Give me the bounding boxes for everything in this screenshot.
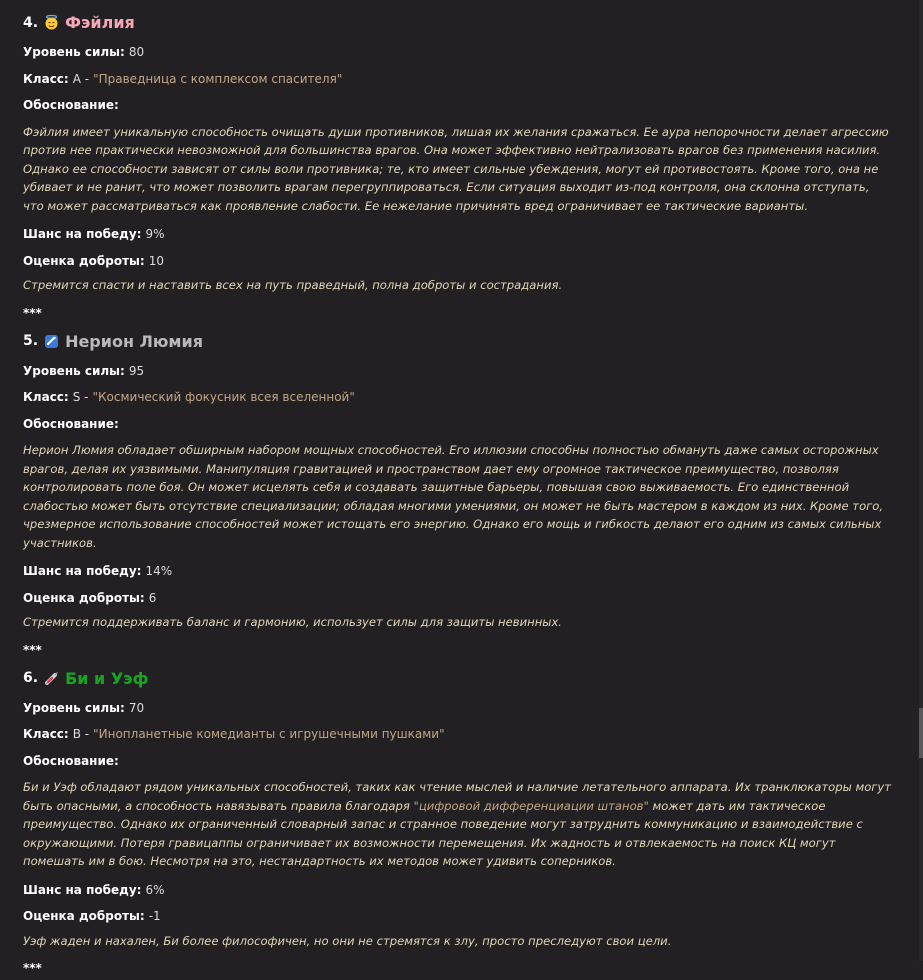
kindness-label: Оценка доброты:: [23, 907, 145, 925]
class-value: A -: [73, 70, 89, 88]
kindness-label: Оценка доброты:: [23, 252, 145, 270]
separator: ***: [23, 638, 893, 662]
reason-quote: "цифровой дифференциации штанов": [414, 799, 649, 813]
class-label: Класс:: [23, 388, 69, 406]
scrollbar-thumb[interactable]: [919, 708, 923, 758]
kindness-value: 6: [149, 589, 157, 607]
class-label: Класс:: [23, 70, 69, 88]
reason-text-part: Би и Уэф обладают рядом уникальных способностей, таких как чтение мыслей и наличие летательного аппарата. Их транклюкаторы могут быть опасными, а способность навязывать правила благодаря: [23, 780, 891, 813]
summary-text: Уэф жаден и нахален, Би более философичен, но они не стремятся к злу, просто преследуют свои цели.: [23, 932, 893, 951]
class-label: Класс:: [23, 725, 69, 743]
reason-text-part: может дать им тактическое преимущество. Однако их ограниченный словарный запас и странное поведение могут затруднить коммуникацию и взаимодействие с окружающими. Потеря гравицаппы ограничивает их возможности перемещения. Их жадность и отвлекаемость на поиск КЦ могут помешать им в бою. Несмотря на это, нестандартность их методов может удивить соперников.: [23, 799, 863, 869]
kindness-value: 10: [149, 252, 164, 270]
character-name: Фэйлия: [65, 13, 135, 32]
class-value: S -: [73, 388, 89, 406]
reason-heading: [23, 92, 893, 119]
power-level-line: [23, 358, 893, 385]
win-chance-label: Шанс на победу:: [23, 225, 141, 243]
separator: ***: [23, 301, 893, 325]
entry-feilia: [23, 6, 893, 325]
power-level-label: Уровень силы:: [23, 43, 125, 61]
separator: ***: [23, 956, 893, 980]
summary-text: Стремится поддерживать баланс и гармонию, использует силы для защиты невинных.: [23, 613, 893, 632]
reason-text: [23, 778, 893, 871]
entry-number: 6.: [23, 670, 38, 686]
class-line: [23, 384, 893, 411]
class-value: B -: [73, 725, 89, 743]
entry-number: 5.: [23, 333, 38, 349]
win-chance-label: Шанс на победу:: [23, 881, 141, 899]
entry-heading: [23, 6, 893, 39]
blue-magic-gem-icon: [44, 334, 59, 349]
chat-message-content: [23, 0, 893, 980]
reason-heading: [23, 748, 893, 775]
kindness-label: Оценка доброты:: [23, 589, 145, 607]
win-chance-value: 9%: [145, 225, 164, 243]
class-title: "Космический фокусник всея вселенной": [93, 388, 355, 406]
smiling-halo-icon: [44, 15, 59, 30]
kindness-line: [23, 248, 893, 275]
class-title: "Инопланетные комедианты с игрушечными пушками": [93, 725, 444, 743]
vertical-scrollbar[interactable]: [919, 0, 923, 961]
power-level-value: 70: [129, 699, 144, 717]
entry-heading: [23, 662, 893, 695]
entry-number: 4.: [23, 15, 38, 31]
character-name: Нерион Люмия: [65, 332, 203, 351]
class-title: "Праведница с комплексом спасителя": [93, 70, 342, 88]
reason-text: Фэйлия имеет уникальную способность очищать души противников, лишая их желания сражаться. Ее аура непорочности делает агрессию против нее практически невозможной для большинства врагов. Она может эффективно нейтрализовать врагов без применения насилия. Однако ее способности зависят от силы воли противника; те, кто имеет сильные убеждения, могут ей противостоять. Кроме того, она не убивает и не ранит, что может позволить врагам перегруппироваться. Если ситуация выходит из-под контроля, она склонна отступать, что может рассматриваться как проявление слабости. Ее нежелание причинять вред ограничивает ее тактические варианты.: [23, 123, 893, 216]
power-level-line: [23, 695, 893, 722]
win-chance-line: [23, 877, 893, 904]
reason-label: Обоснование:: [23, 415, 119, 433]
kindness-value: -1: [149, 907, 161, 925]
reason-heading: [23, 411, 893, 438]
reason-text: Нерион Люмия обладает обширным набором мощных способностей. Его иллюзии способны полностью обмануть даже самых осторожных врагов, делая их уязвимыми. Манипуляция гравитацией и пространством дает ему огромное тактическое преимущество, позволяя контролировать поле боя. Он может исцелять себя и создавать защитные барьеры, повышая свою выживаемость. Его единственной слабостью может быть отсутствие специализации; обладая многими умениями, он может не быть мастером в каждом из них. Кроме того, чрезмерное использование способностей может истощать его энергию. Однако его мощь и гибкость делают его одним из самых сильных участников.: [23, 441, 893, 552]
power-level-line: [23, 39, 893, 66]
entry-nerion: [23, 325, 893, 662]
kindness-line: [23, 903, 893, 930]
power-level-value: 95: [129, 362, 144, 380]
entry-heading: [23, 325, 893, 358]
reason-label: Обоснование:: [23, 752, 119, 770]
win-chance-value: 14%: [145, 562, 172, 580]
reason-label: Обоснование:: [23, 96, 119, 114]
class-line: [23, 721, 893, 748]
power-level-label: Уровень силы:: [23, 362, 125, 380]
kindness-line: [23, 585, 893, 612]
summary-text: Стремится спасти и наставить всех на путь праведный, полна доброты и сострадания.: [23, 276, 893, 295]
character-name: Би и Уэф: [65, 669, 148, 688]
win-chance-label: Шанс на победу:: [23, 562, 141, 580]
win-chance-line: [23, 558, 893, 585]
class-line: [23, 66, 893, 93]
win-chance-line: [23, 221, 893, 248]
power-level-value: 80: [129, 43, 144, 61]
win-chance-value: 6%: [145, 881, 164, 899]
syringe-icon: [44, 671, 59, 686]
power-level-label: Уровень силы:: [23, 699, 125, 717]
entry-bi-and-uef: [23, 662, 893, 980]
